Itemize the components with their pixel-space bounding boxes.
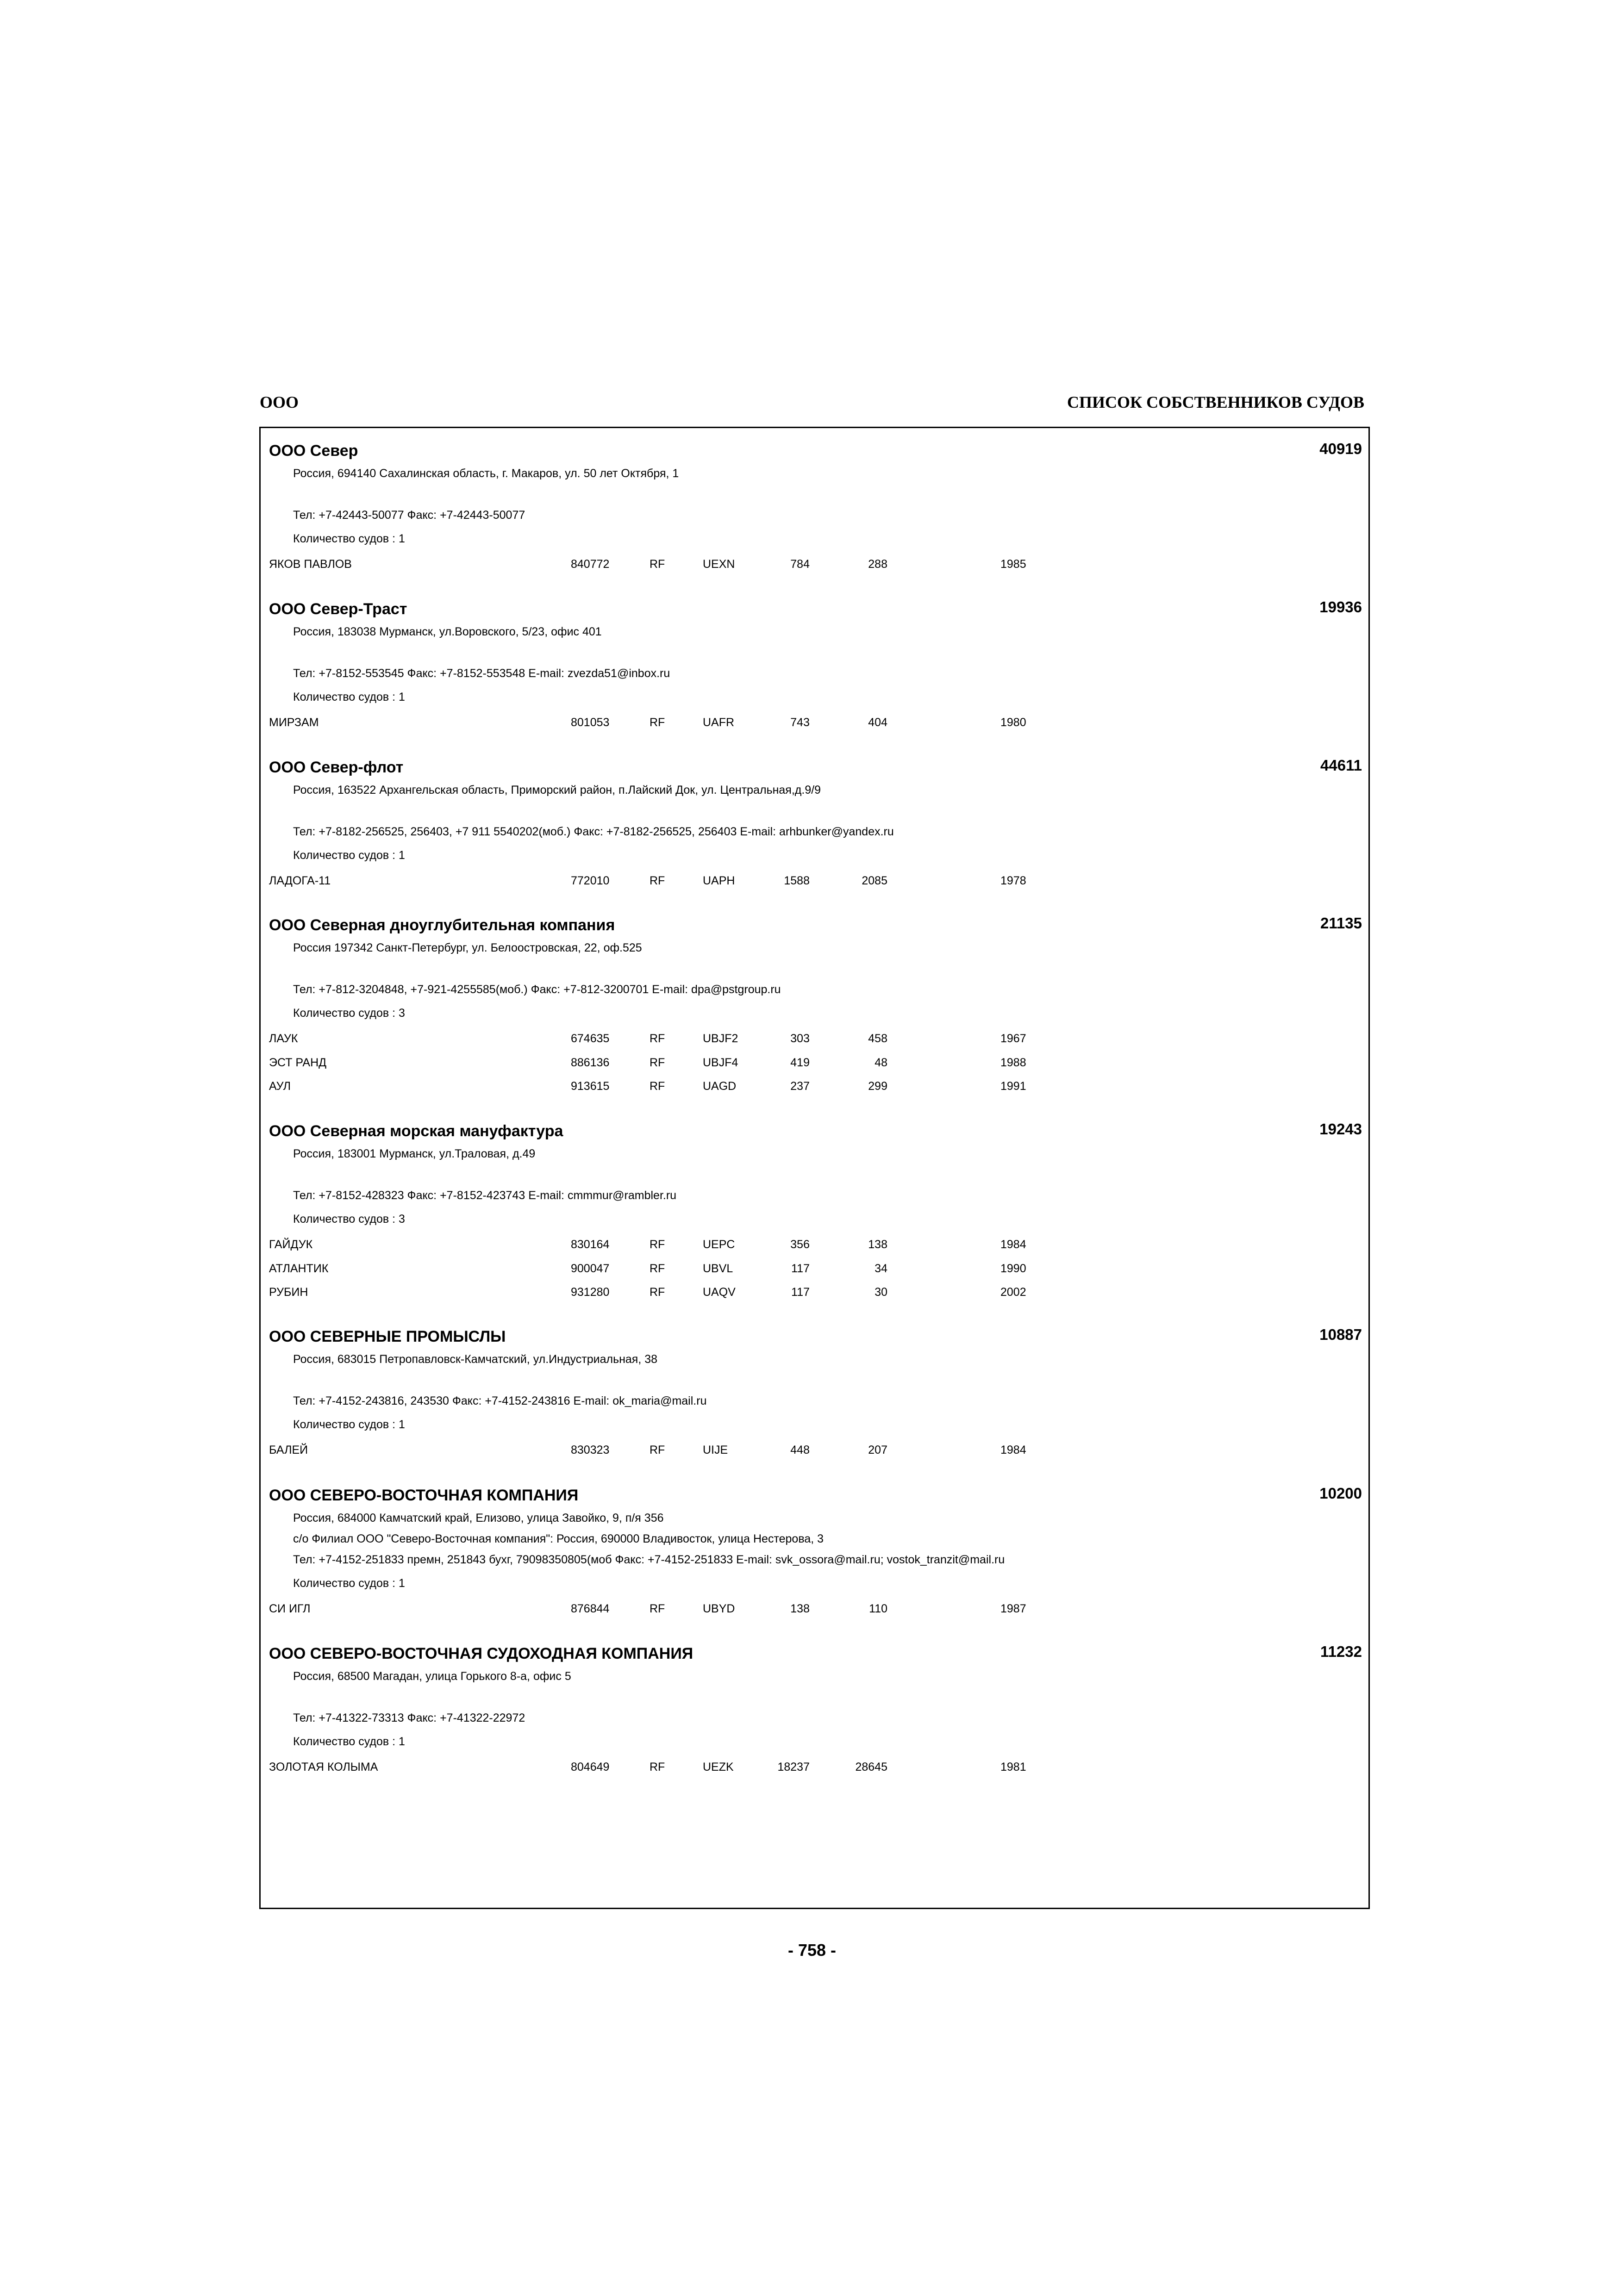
vessel-flag: RF xyxy=(650,1286,665,1299)
company-address: Россия, 683015 Петропавловск-Камчатский, ул.Индустриальная, 38 xyxy=(293,1353,658,1366)
vessel-imo: 804649 xyxy=(571,1761,610,1773)
company-name: ООО Север xyxy=(269,442,358,460)
vessel-name: ГАЙДУК xyxy=(269,1238,313,1251)
vessel-deadweight: 110 xyxy=(869,1602,887,1615)
vessel-year-built: 1980 xyxy=(1000,716,1026,729)
vessel-callsign: UBJF4 xyxy=(703,1056,738,1069)
vessel-gross-tonnage: 138 xyxy=(790,1602,810,1615)
company-name: ООО Север-Траст xyxy=(269,600,407,618)
vessel-year-built: 1978 xyxy=(1000,874,1026,887)
vessel-row xyxy=(261,1080,1368,1094)
vessel-gross-tonnage: 303 xyxy=(790,1032,810,1045)
vessel-callsign: UEZK xyxy=(703,1761,734,1773)
vessel-year-built: 1990 xyxy=(1000,1262,1026,1275)
vessel-gross-tonnage: 18237 xyxy=(777,1761,810,1773)
vessel-callsign: UEXN xyxy=(703,558,735,571)
company-id: 19936 xyxy=(1319,598,1362,616)
vessel-deadweight: 34 xyxy=(874,1262,887,1275)
vessel-imo: 830323 xyxy=(571,1444,610,1456)
company-name: ООО СЕВЕРО-ВОСТОЧНАЯ КОМПАНИЯ xyxy=(269,1487,579,1504)
vessel-row xyxy=(261,716,1368,730)
vessel-deadweight: 288 xyxy=(868,558,887,571)
vessel-deadweight: 48 xyxy=(874,1056,887,1069)
vessel-gross-tonnage: 356 xyxy=(790,1238,810,1251)
company-id: 10887 xyxy=(1319,1326,1362,1343)
vessel-flag: RF xyxy=(650,558,665,571)
vessel-deadweight: 404 xyxy=(868,716,887,729)
company-address: Россия 197342 Санкт-Петербург, ул. Белоостровская, 22, оф.525 xyxy=(293,941,642,954)
vessel-imo: 772010 xyxy=(571,874,610,887)
company-address-extra: c/o Филиал ООО "Северо-Восточная компания": Россия, 690000 Владивосток, улица Нестерова, 3 xyxy=(293,1532,824,1545)
vessel-row xyxy=(261,1056,1368,1070)
vessel-name: РУБИН xyxy=(269,1286,308,1299)
vessel-year-built: 2002 xyxy=(1000,1286,1026,1299)
vessel-gross-tonnage: 784 xyxy=(790,558,810,571)
header-document-title: СПИСОК СОБСТВЕННИКОВ СУДОВ xyxy=(1067,393,1364,411)
vessel-gross-tonnage: 117 xyxy=(791,1262,810,1275)
vessel-flag: RF xyxy=(650,1602,665,1615)
company-contacts: Тел: +7-4152-243816, 243530 Факс: +7-4152-243816 E-mail: ok_maria@mail.ru xyxy=(293,1394,707,1407)
vessel-gross-tonnage: 448 xyxy=(790,1444,810,1456)
vessel-deadweight: 207 xyxy=(868,1444,887,1456)
vessel-year-built: 1988 xyxy=(1000,1056,1026,1069)
vessel-name: ЛАУК xyxy=(269,1032,298,1045)
vessel-callsign: UBYD xyxy=(703,1602,735,1615)
vessel-count: Количество судов : 1 xyxy=(293,1735,405,1748)
vessel-gross-tonnage: 1588 xyxy=(784,874,810,887)
vessel-year-built: 1985 xyxy=(1000,558,1026,571)
vessel-row xyxy=(261,1238,1368,1252)
vessel-imo: 931280 xyxy=(571,1286,610,1299)
header-section-title: ООО xyxy=(260,393,299,411)
vessel-count: Количество судов : 1 xyxy=(293,691,405,703)
company-address: Россия, 684000 Камчатский край, Елизово, улица Завойко, 9, п/я 356 xyxy=(293,1512,664,1524)
vessel-deadweight: 299 xyxy=(868,1080,887,1093)
vessel-row xyxy=(261,1032,1368,1046)
company-name: ООО Север-флот xyxy=(269,759,404,776)
company-address: Россия, 694140 Сахалинская область, г. Макаров, ул. 50 лет Октября, 1 xyxy=(293,467,679,480)
vessel-imo: 876844 xyxy=(571,1602,610,1615)
vessel-flag: RF xyxy=(650,1032,665,1045)
vessel-callsign: UIJE xyxy=(703,1444,728,1456)
vessel-name: ЗОЛОТАЯ КОЛЫМА xyxy=(269,1761,378,1773)
vessel-name: СИ ИГЛ xyxy=(269,1602,311,1615)
vessel-callsign: UBJF2 xyxy=(703,1032,738,1045)
vessel-callsign: UAGD xyxy=(703,1080,737,1093)
vessel-deadweight: 30 xyxy=(874,1286,887,1299)
vessel-flag: RF xyxy=(650,1056,665,1069)
company-address: Россия, 183001 Мурманск, ул.Траловая, д.49 xyxy=(293,1147,536,1160)
vessel-deadweight: 2085 xyxy=(862,874,887,887)
company-name: ООО Северная дноуглубительная компания xyxy=(269,916,615,934)
vessel-callsign: UAFR xyxy=(703,716,735,729)
vessel-gross-tonnage: 237 xyxy=(790,1080,810,1093)
vessel-deadweight: 138 xyxy=(868,1238,887,1251)
vessel-row xyxy=(261,874,1368,888)
vessel-year-built: 1984 xyxy=(1000,1238,1026,1251)
company-name: ООО СЕВЕРНЫЕ ПРОМЫСЛЫ xyxy=(269,1328,506,1345)
company-name: ООО СЕВЕРО-ВОСТОЧНАЯ СУДОХОДНАЯ КОМПАНИЯ xyxy=(269,1645,693,1662)
vessel-row xyxy=(261,1761,1368,1774)
vessel-callsign: UEPC xyxy=(703,1238,735,1251)
company-address: Россия, 163522 Архангельская область, Приморский район, п.Лайский Док, ул. Центральная,д.9/9 xyxy=(293,784,821,796)
vessel-imo: 830164 xyxy=(571,1238,610,1251)
company-address: Россия, 68500 Магадан, улица Горького 8-а, офис 5 xyxy=(293,1670,571,1683)
vessel-gross-tonnage: 419 xyxy=(790,1056,810,1069)
vessel-imo: 900047 xyxy=(571,1262,610,1275)
vessel-row xyxy=(261,1444,1368,1457)
vessel-count: Количество судов : 1 xyxy=(293,532,405,545)
vessel-imo: 913615 xyxy=(571,1080,610,1093)
vessel-year-built: 1991 xyxy=(1000,1080,1026,1093)
vessel-year-built: 1967 xyxy=(1000,1032,1026,1045)
vessel-name: ЯКОВ ПАВЛОВ xyxy=(269,558,352,571)
vessel-year-built: 1981 xyxy=(1000,1761,1026,1773)
vessel-flag: RF xyxy=(650,1444,665,1456)
vessel-flag: RF xyxy=(650,1080,665,1093)
company-id: 21135 xyxy=(1320,915,1362,932)
company-contacts: Тел: +7-8182-256525, 256403, +7 911 5540202(моб.) Факс: +7-8182-256525, 256403 E-mail: arhbunker@yandex.ru xyxy=(293,825,894,838)
vessel-deadweight: 458 xyxy=(868,1032,887,1045)
company-contacts: Тел: +7-812-3204848, +7-921-4255585(моб.) Факс: +7-812-3200701 E-mail: dpa@pstgroup.ru xyxy=(293,983,781,996)
vessel-year-built: 1984 xyxy=(1000,1444,1026,1456)
vessel-imo: 886136 xyxy=(571,1056,610,1069)
vessel-name: БАЛЕЙ xyxy=(269,1444,308,1456)
vessel-flag: RF xyxy=(650,1238,665,1251)
company-contacts: Тел: +7-4152-251833 премн, 251843 бухг, 79098350805(моб Факс: +7-4152-251833 E-mail: svk_ossora@mail.ru; vostok_tranzit@mail.ru xyxy=(293,1553,1005,1566)
vessel-name: ЛАДОГА-11 xyxy=(269,874,331,887)
vessel-count: Количество судов : 3 xyxy=(293,1213,405,1226)
vessel-row xyxy=(261,1262,1368,1276)
vessel-gross-tonnage: 117 xyxy=(791,1286,810,1299)
vessel-name: АТЛАНТИК xyxy=(269,1262,329,1275)
vessel-flag: RF xyxy=(650,874,665,887)
vessel-name: МИРЗАМ xyxy=(269,716,319,729)
vessel-year-built: 1987 xyxy=(1000,1602,1026,1615)
company-contacts: Тел: +7-41322-73313 Факс: +7-41322-22972 xyxy=(293,1711,525,1724)
vessel-row xyxy=(261,1286,1368,1300)
company-contacts: Тел: +7-8152-428323 Факс: +7-8152-423743 E-mail: cmmmur@rambler.ru xyxy=(293,1189,677,1202)
vessel-gross-tonnage: 743 xyxy=(790,716,810,729)
vessel-count: Количество судов : 1 xyxy=(293,849,405,862)
vessel-name: АУЛ xyxy=(269,1080,291,1093)
company-id: 40919 xyxy=(1319,440,1362,457)
vessel-callsign: UBVL xyxy=(703,1262,733,1275)
vessel-imo: 801053 xyxy=(571,716,610,729)
owners-list-frame xyxy=(259,427,1370,1909)
vessel-flag: RF xyxy=(650,1262,665,1275)
page-number: - 758 - xyxy=(787,1941,837,1960)
vessel-row xyxy=(261,558,1368,572)
vessel-row xyxy=(261,1602,1368,1616)
vessel-callsign: UAPH xyxy=(703,874,735,887)
company-contacts: Тел: +7-42443-50077 Факс: +7-42443-50077 xyxy=(293,509,525,522)
vessel-deadweight: 28645 xyxy=(855,1761,887,1773)
vessel-flag: RF xyxy=(650,1761,665,1773)
vessel-callsign: UAQV xyxy=(703,1286,736,1299)
company-id: 44611 xyxy=(1320,757,1362,774)
company-address: Россия, 183038 Мурманск, ул.Воровского, 5/23, офис 401 xyxy=(293,625,602,638)
vessel-name: ЭСТ РАНД xyxy=(269,1056,327,1069)
vessel-imo: 674635 xyxy=(571,1032,610,1045)
vessel-count: Количество судов : 3 xyxy=(293,1007,405,1020)
company-id: 10200 xyxy=(1319,1485,1362,1502)
company-name: ООО Северная морская мануфактура xyxy=(269,1122,563,1140)
vessel-count: Количество судов : 1 xyxy=(293,1418,405,1431)
vessel-count: Количество судов : 1 xyxy=(293,1577,405,1590)
company-contacts: Тел: +7-8152-553545 Факс: +7-8152-553548 E-mail: zvezda51@inbox.ru xyxy=(293,667,670,680)
vessel-imo: 840772 xyxy=(571,558,610,571)
vessel-flag: RF xyxy=(650,716,665,729)
company-id: 11232 xyxy=(1320,1643,1362,1660)
company-id: 19243 xyxy=(1319,1120,1362,1138)
